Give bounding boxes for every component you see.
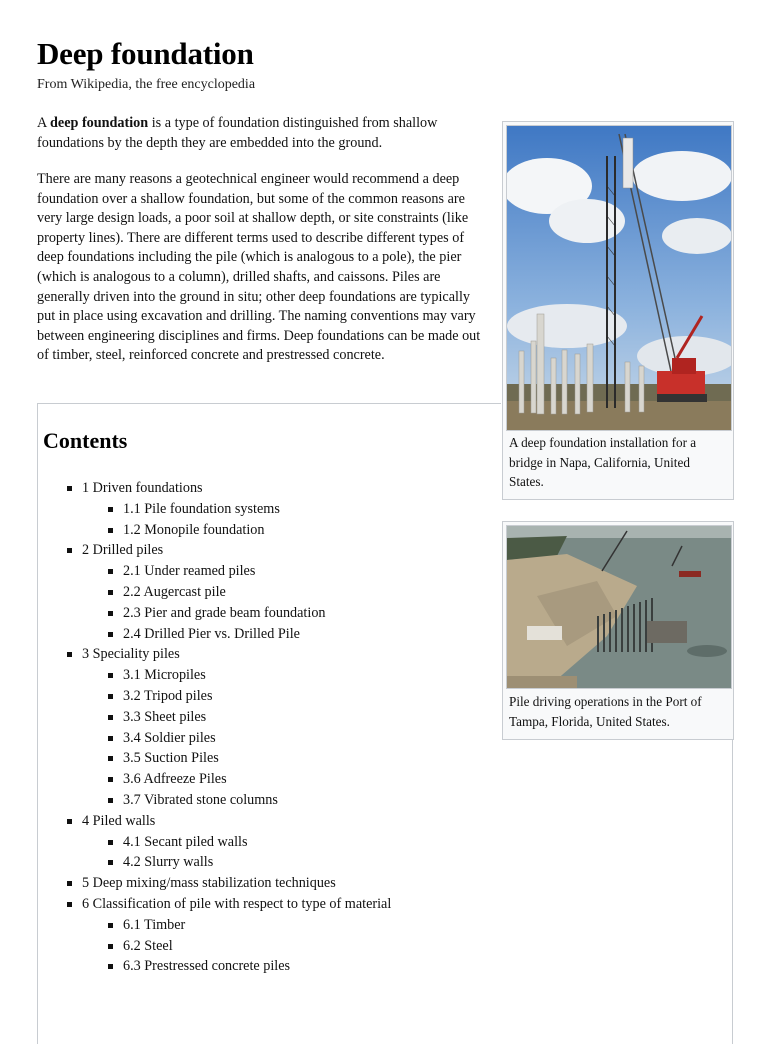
bullet-icon — [108, 964, 113, 969]
toc-item[interactable] — [38, 915, 391, 936]
bullet-icon — [67, 652, 72, 657]
bullet-icon — [108, 694, 113, 699]
toc-item-label[interactable]: 3.7 Vibrated stone columns — [123, 791, 278, 808]
bullet-icon — [108, 860, 113, 865]
toc-item-label[interactable]: 6.2 Steel — [123, 937, 173, 954]
toc-item[interactable] — [38, 644, 391, 665]
toc-item[interactable] — [38, 748, 391, 769]
bullet-icon — [108, 715, 113, 720]
bullet-icon — [67, 881, 72, 886]
toc-item[interactable] — [38, 811, 391, 832]
intro-paragraph — [37, 114, 487, 153]
intro-lead: A — [37, 115, 51, 131]
toc-item[interactable] — [38, 603, 391, 624]
toc-item-label[interactable]: 4 Piled walls — [82, 812, 156, 829]
toc-item-label[interactable]: 4.2 Slurry walls — [123, 854, 214, 871]
figure-caption-tampa: Pile driving operations in the Port of Tampa, Florida, United States. — [509, 694, 702, 729]
toc-item[interactable] — [38, 540, 391, 561]
toc-item[interactable] — [38, 790, 391, 811]
toc-item-label[interactable]: 4.1 Secant piled walls — [123, 833, 248, 850]
bullet-icon — [108, 798, 113, 803]
bullet-icon — [108, 590, 113, 595]
toc-item[interactable] — [38, 582, 391, 603]
bullet-icon — [108, 632, 113, 637]
toc-item-label[interactable]: 2.3 Pier and grade beam foundation — [123, 604, 326, 621]
toc-item[interactable] — [38, 728, 391, 749]
bullet-icon — [67, 902, 72, 907]
toc-item[interactable] — [38, 520, 391, 541]
page-title: Deep foundation — [37, 36, 254, 71]
page-subtitle: From Wikipedia, the free encyclopedia — [37, 77, 256, 92]
toc-title: Contents — [43, 428, 128, 453]
bullet-icon — [67, 548, 72, 553]
bullet-icon — [108, 507, 113, 512]
toc-item[interactable] — [38, 894, 391, 915]
toc-item[interactable] — [38, 624, 391, 645]
toc-item[interactable] — [38, 769, 391, 790]
bullet-icon — [67, 486, 72, 491]
intro-bold-term: deep foundation — [50, 115, 149, 131]
toc-item-label[interactable]: 1.2 Monopile foundation — [123, 521, 265, 538]
figure-napa-bridge — [502, 121, 734, 500]
bullet-icon — [108, 923, 113, 928]
toc-item[interactable] — [38, 707, 391, 728]
toc-item-label[interactable]: 3.5 Suction Piles — [123, 750, 219, 767]
toc-item[interactable] — [38, 478, 391, 499]
toc-item-label[interactable]: 3.1 Micropiles — [123, 667, 206, 684]
toc-item-label[interactable]: 2.4 Drilled Pier vs. Drilled Pile — [123, 625, 300, 642]
toc-item-label[interactable]: 3.6 Adfreeze Piles — [123, 771, 227, 788]
pile-crane-photo[interactable] — [506, 125, 732, 431]
toc-item-label[interactable]: 6.1 Timber — [123, 916, 186, 933]
toc-item-label[interactable]: 2.1 Under reamed piles — [123, 563, 256, 580]
toc-item[interactable] — [38, 956, 391, 977]
toc-item-label[interactable]: 6.3 Prestressed concrete piles — [123, 958, 291, 975]
toc-item-label[interactable]: 3.3 Sheet piles — [123, 708, 207, 725]
bullet-icon — [108, 611, 113, 616]
toc-item-label[interactable]: 3.2 Tripod piles — [123, 687, 213, 704]
toc-item-label[interactable]: 5 Deep mixing/mass stabilization techniques — [82, 875, 336, 892]
toc-item-label[interactable]: 3 Speciality piles — [82, 646, 180, 663]
toc-item-label[interactable]: 2 Drilled piles — [82, 542, 164, 559]
bullet-icon — [108, 736, 113, 741]
bullet-icon — [108, 569, 113, 574]
toc-item-label[interactable]: 1.1 Pile foundation systems — [123, 500, 280, 517]
bullet-icon — [108, 756, 113, 761]
figure-port-tampa — [502, 521, 734, 740]
toc-item[interactable] — [38, 936, 391, 957]
toc-item[interactable] — [38, 852, 391, 873]
toc-item-label[interactable]: 6 Classification of pile with respect to type of material — [82, 895, 392, 912]
toc-item[interactable] — [38, 832, 391, 853]
bullet-icon — [108, 840, 113, 845]
toc-item[interactable] — [38, 686, 391, 707]
toc-item-label[interactable]: 2.2 Augercast pile — [123, 583, 226, 600]
body-paragraph: There are many reasons a geotechnical engineer would recommend a deep foundation over a shallow foundation, but some of the common reasons are very large design loads, a poor soil at shallow depth, or site constraints (like property lines). There are different terms used to describe different types of deep foundations including the pile (which is analogous to a pole), the pier (which is analogous to a column), drilled shafts, and caissons. Piles are generally driven into the ground in situ; other deep foundations are typically put in place using excavation and drilling. The naming conventions may vary between engineering disciplines and firms. Deep foundations can be made out of timber, steel, reinforced concrete and prestressed concrete. — [37, 171, 481, 364]
toc-item-label[interactable]: 3.4 Soldier piles — [123, 729, 216, 746]
bullet-icon — [108, 528, 113, 533]
figure-caption-napa: A deep foundation installation for a bridge in Napa, California, United States. — [509, 435, 697, 489]
toc-list — [38, 478, 391, 977]
bullet-icon — [108, 944, 113, 949]
toc-item[interactable] — [38, 561, 391, 582]
bullet-icon — [108, 673, 113, 678]
toc-item[interactable] — [38, 873, 391, 894]
toc-item[interactable] — [38, 499, 391, 520]
bullet-icon — [108, 777, 113, 782]
toc-item-label[interactable]: 1 Driven foundations — [82, 480, 203, 496]
toc-item[interactable] — [38, 665, 391, 686]
port-pile-driving-photo[interactable] — [506, 525, 732, 689]
bullet-icon — [67, 819, 72, 824]
intro-rest: is a type of foundation distinguished from shallow foundations by the depth they are embedded into the ground. — [37, 115, 438, 151]
